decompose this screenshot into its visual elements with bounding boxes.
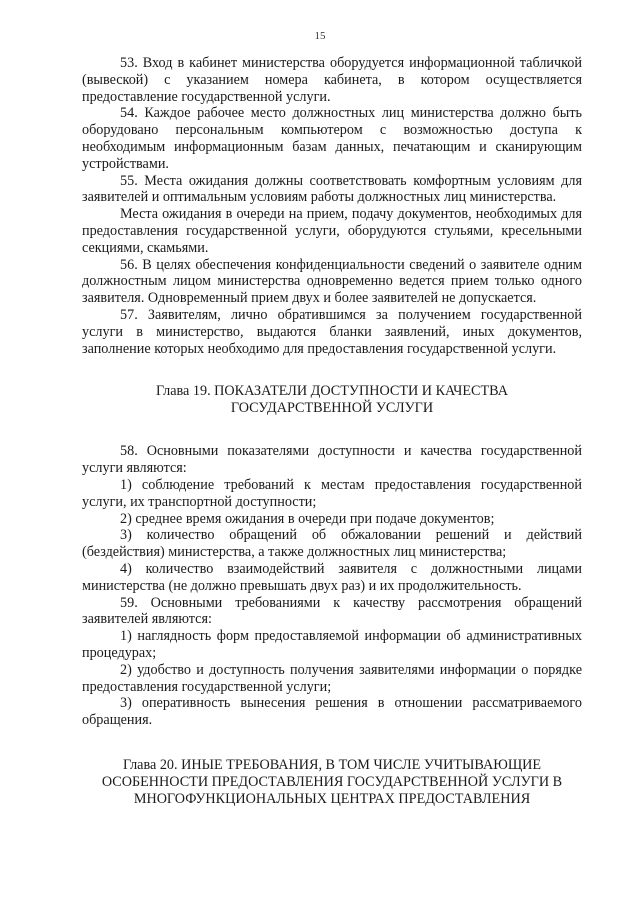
paragraph-56: 56. В целях обеспечения конфиденциальности сведений о заявителе одним должностным лицом министерства одновременно ведется прием только одного заявителя. Одновременный прием двух и более заявителей не допускается. [82, 256, 582, 307]
paragraph-57: 57. Заявителям, лично обратившимся за получением государственной услуги в министерство, выдаются бланки заявлений, иных документов, заполнение которых необходимо для предоставления государственной услуги. [82, 306, 582, 357]
list-item-58-3: 3) количество обращений об обжаловании решений и действий (бездействия) министерства, а также должностных лиц министерства; [82, 527, 582, 561]
chapter-20-heading-line-1: Глава 20. ИНЫЕ ТРЕБОВАНИЯ, В ТОМ ЧИСЛЕ УЧИТЫВАЮЩИЕ [122, 756, 542, 773]
chapter-19-heading [82, 383, 582, 417]
list-item-58-2: 2) среднее время ожидания в очереди при подаче документов; [120, 510, 495, 527]
list-item-59-1: 1) наглядность форм предоставляемой информации об административных процедурах; [82, 628, 582, 661]
document-body [82, 55, 582, 808]
paragraph-59: 59. Основными требованиями к качеству рассмотрения обращений заявителей являются: [82, 594, 582, 628]
chapter-20-heading-line-3: МНОГОФУНКЦИОНАЛЬНЫХ ЦЕНТРАХ ПРЕДОСТАВЛЕНИЯ [133, 790, 531, 807]
list-item-58-4: 4) количество взаимодействий заявителя с должностными лицами министерства (не должно превышать двух раз) и их продолжительность. [82, 560, 582, 594]
list-item-59-3: 3) оперативность вынесения решения в отношении рассматриваемого обращения. [82, 695, 582, 729]
paragraph-58: 58. Основными показателями доступности и качества государственной услуги являются: [82, 443, 582, 477]
list-item-58-1: 1) соблюдение требований к местам предоставления государственной услуги, их транспортной доступности; [82, 476, 582, 510]
paragraph-55: 55. Места ожидания должны соответствовать комфортным условиям для заявителей и оптимальным условиям работы должностных лиц министерства. [82, 172, 582, 206]
chapter-20-heading-line-2: ОСОБЕННОСТИ ПРЕДОСТАВЛЕНИЯ ГОСУДАРСТВЕННОЙ УСЛУГИ В [101, 773, 563, 790]
chapter-19-heading-line-1: Глава 19. ПОКАЗАТЕЛИ ДОСТУПНОСТИ И КАЧЕСТВА [156, 383, 508, 400]
list-item-59-2: 2) удобство и доступность получения заявителями информации о порядке предоставления государственной услуги; [82, 661, 582, 695]
page-number: 15 [314, 30, 326, 42]
chapter-20-heading [82, 757, 582, 808]
paragraph-53: 53. Вход в кабинет министерства оборудуется информационной табличкой (вывеской) с указанием номера кабинета, в котором осуществляется предоставление государственной услуги. [82, 55, 582, 105]
paragraph-waiting-places: Места ожидания в очереди на прием, подачу документов, необходимых для предоставления государственной услуги, оборудуются стульями, кресельными секциями, скамьями. [82, 206, 582, 256]
paragraph-54: 54. Каждое рабочее место должностных лиц министерства должно быть оборудовано персональным компьютером с возможностью доступа к необходимым информационным базам данных, печатающим и сканирующим устройствами. [82, 105, 582, 172]
chapter-19-heading-line-2: ГОСУДАРСТВЕННОЙ УСЛУГИ [230, 400, 434, 417]
